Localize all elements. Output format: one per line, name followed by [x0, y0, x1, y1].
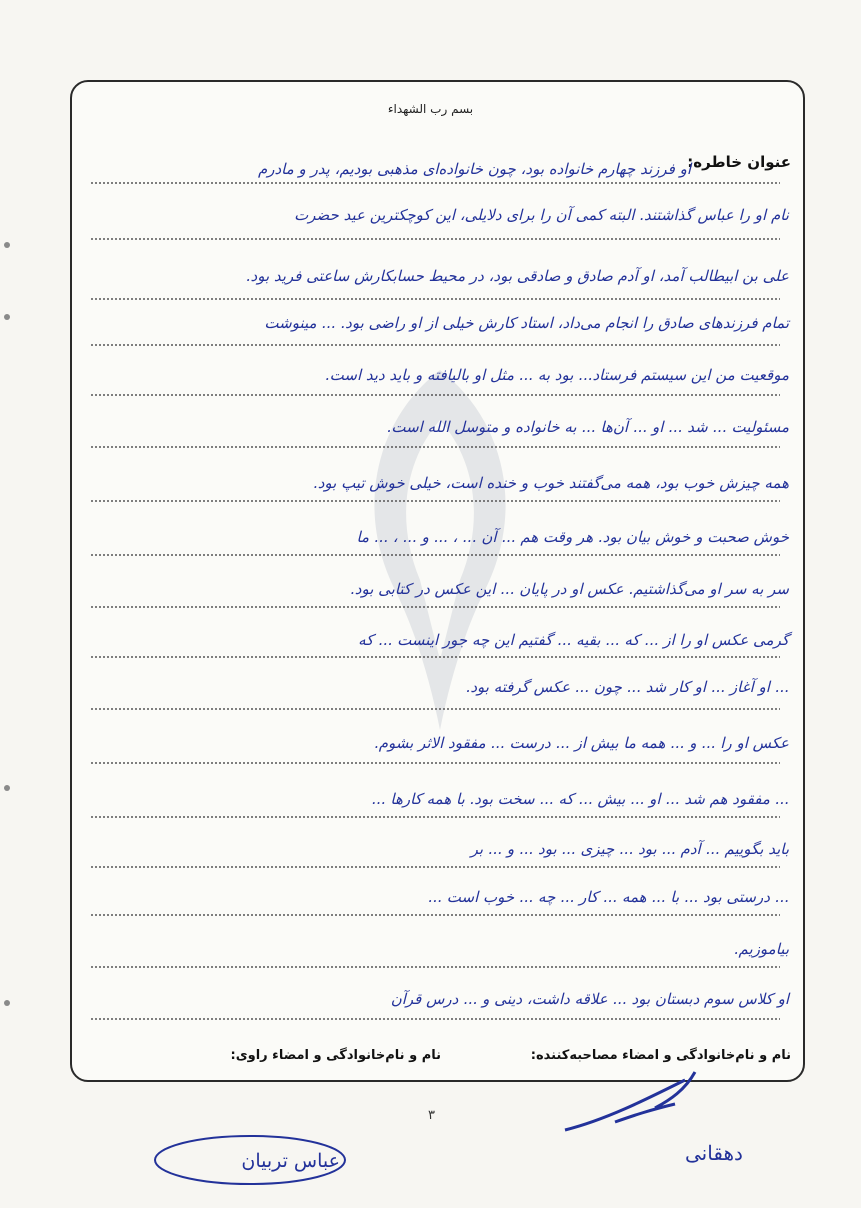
binder-hole	[4, 1000, 10, 1006]
handwritten-line: او فرزند چهارم خانواده بود، چون خانواده‌ای مذهبی بودیم، پدر و مادرم	[257, 160, 691, 178]
header-basmala: بسم رب الشهداء	[387, 102, 474, 116]
page-number: ۳	[428, 1108, 435, 1123]
dotted-rule	[90, 446, 780, 448]
dotted-rule	[90, 914, 780, 916]
narrator-signature-text: عباس تربیان	[241, 1150, 340, 1172]
dotted-rule	[90, 298, 780, 300]
interviewer-signature-label: نام و نام‌خانوادگی و امضاء مصاحبه‌کننده:	[530, 1048, 791, 1063]
dotted-rule	[90, 500, 780, 502]
handwritten-line: خوش صحبت و خوش بیان بود. هر وقت هم ... آن ... ، ... و ... ، ... ما	[356, 528, 789, 546]
interviewer-signature-text: دهقانی	[685, 1141, 743, 1165]
dotted-rule	[90, 344, 780, 346]
handwritten-line: مسئولیت ... شد ... او ... آن‌ها ... به خانواده و متوسل الله است.	[386, 418, 789, 436]
dotted-rule	[90, 394, 780, 396]
dotted-rule	[90, 606, 780, 608]
handwritten-line: عکس او را ... و ... همه ما بیش از ... درست ... مفقود الاثر بشوم.	[373, 734, 789, 752]
handwritten-line: ... درستی بود ... با ... همه ... کار ... چه ... خوب است ...	[427, 888, 789, 906]
dotted-rule	[90, 708, 780, 710]
dotted-rule	[90, 238, 780, 240]
dotted-rule	[90, 762, 780, 764]
dotted-rule	[90, 1018, 780, 1020]
narrator-signature	[150, 1125, 360, 1195]
handwritten-line: بیاموزیم.	[733, 940, 789, 958]
handwritten-line: ... او آغاز ... او کار شد ... چون ... عکس گرفته بود.	[465, 678, 789, 696]
handwritten-line: همه چیزش خوب بود، همه می‌گفتند خوب و خنده است، خیلی خوش تیپ بود.	[312, 474, 789, 492]
binder-hole	[4, 314, 10, 320]
memory-title-label: عنوان خاطره:	[687, 153, 791, 171]
handwritten-line: تمام فرزندهای صادق را انجام می‌داد، استاد کارش خیلی از او راضی بود. ... مینوشت	[264, 314, 789, 332]
dotted-rule	[90, 656, 780, 658]
binder-hole	[4, 785, 10, 791]
dotted-rule	[90, 966, 780, 968]
handwritten-line: باید بگوییم ... آدم ... بود ... چیزی ... بود ... و ... بر	[470, 840, 789, 858]
binder-hole	[4, 242, 10, 248]
handwritten-line: گرمی عکس او را از ... که ... بقیه ... گفتیم این چه جور اینست ... که	[358, 631, 789, 649]
handwritten-line: او کلاس سوم دبستان بود ... علاقه داشت، دینی و ... درس قرآن	[390, 990, 789, 1008]
handwritten-line: علی بن ابیطالب آمد، او آدم صادق و صادقی بود، در محیط حسابکارش ساعتی فرید بود.	[245, 267, 789, 285]
dotted-rule	[90, 182, 780, 184]
dotted-rule	[90, 554, 780, 556]
handwritten-line: سر به سر او می‌گذاشتیم. عکس او در پایان ... این عکس در کتابی بود.	[350, 580, 789, 598]
dotted-rule	[90, 816, 780, 818]
handwritten-line: موقعیت من این سیستم فرستاد... بود به ... مثل او بالیافته و باید دید است.	[324, 366, 789, 384]
narrator-signature-label: نام و نام‌خانوادگی و امضاء راوی:	[230, 1048, 441, 1063]
handwritten-line: نام او را عباس گذاشتند. البته کمی آن را برای دلایلی، این کوچکترین عید حضرت	[294, 206, 789, 224]
handwritten-line: ... مفقود هم شد ... او ... بیش ... که ... سخت بود. با همه کارها ...	[371, 790, 789, 808]
dotted-rule	[90, 866, 780, 868]
interviewer-signature	[555, 1060, 755, 1180]
